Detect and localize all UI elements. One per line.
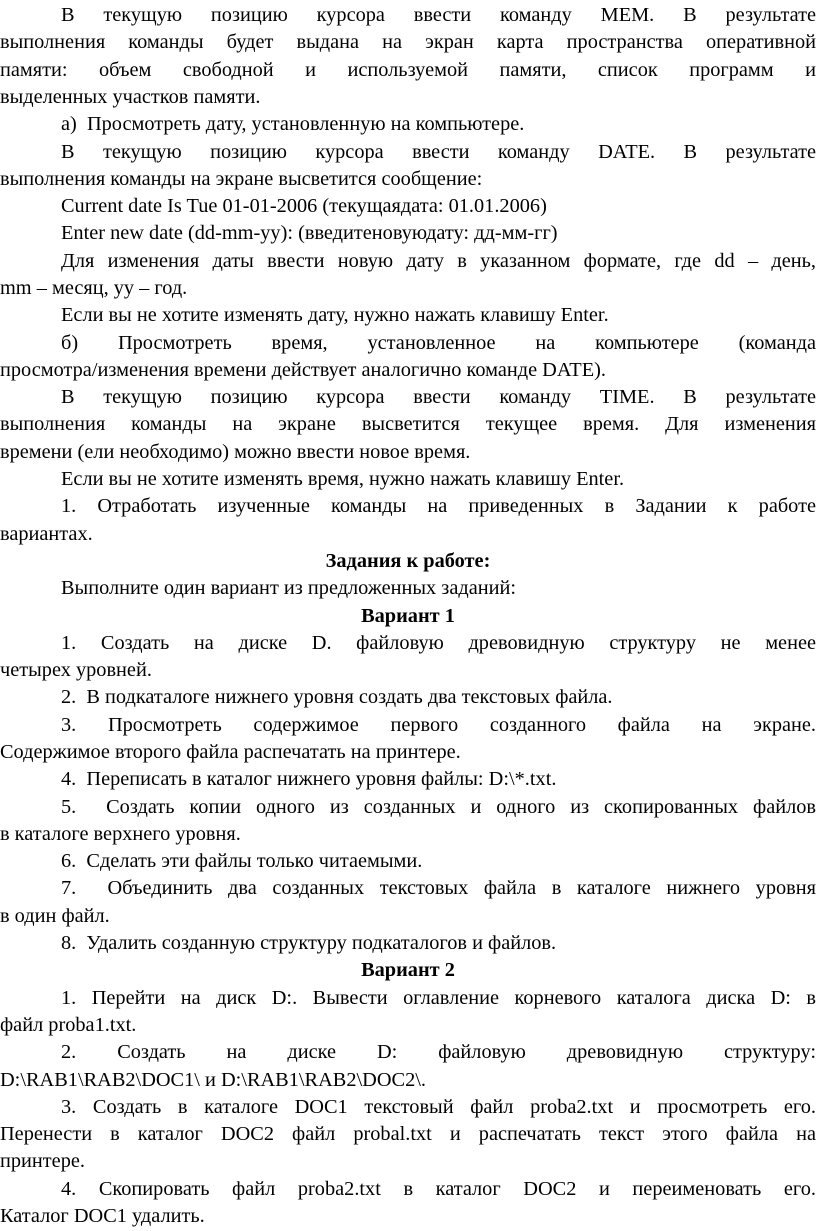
variant-1-task-line: 1. Создать на диске D. файловую древовидную структуру не менее (61, 631, 816, 654)
variant-2-task-line: 2. Создать на диске D: файловую древовидную структуру: (61, 1041, 816, 1064)
variant-1-task-line: 6. Сделать эти файлы только читаемыми. (61, 850, 423, 873)
paragraph-date-line: В текущую позицию курсора ввести команду DATE. В результате (61, 140, 816, 163)
paragraph-date-line: выполнения команды на экране высветится сообщение: (0, 167, 483, 190)
variant-1-heading: Вариант 1 (361, 604, 455, 627)
paragraph-mem-line: В текущую позицию курсора ввести команду MEM. В результате (61, 4, 816, 26)
paragraph-time-line: времени (ели необходимо) можно ввести новое время. (0, 440, 471, 463)
tasks-intro: Выполните один вариант из предложенных заданий: (61, 577, 517, 600)
tasks-heading: Задания к работе: (325, 549, 491, 572)
item-b-heading-line: б) Просмотреть время, установленное на компьютере (команда (61, 331, 816, 354)
variant-1-task-line: четырех уровней. (0, 659, 152, 682)
variant-1-task-line: 7. Объединить два созданных текстовых файла в каталоге нижнего уровня (61, 877, 816, 900)
paragraph-date-enter: Если вы не хотите изменять дату, нужно нажать клавишу Enter. (61, 304, 609, 327)
variant-1-task-line: в каталоге верхнего уровня. (0, 822, 241, 845)
item-a-heading: а) Просмотреть дату, установленную на компьютере. (61, 113, 525, 136)
variant-2-task-line: D:\RAB1\RAB2\DOC1\ и D:\RAB1\RAB2\DOC2\. (0, 1068, 426, 1091)
paragraph-mem-line: выделенных участков памяти. (0, 85, 261, 108)
paragraph-time-line: выполнения команды на экране высветится текущее время. Для изменения (0, 413, 816, 436)
variant-2-task-line: 3. Создать в каталоге DOC1 текстовый файл proba2.txt и просмотреть его. (61, 1095, 816, 1118)
paragraph-date-format-line: Для изменения даты ввести новую дату в указанном формате, где dd – день, (61, 249, 816, 272)
variant-1-task-line: в один файл. (0, 904, 110, 927)
variant-2-task-line: 4. Скопировать файл proba2.txt в каталог DOC2 и переименовать его. (61, 1177, 816, 1200)
paragraph-mem-line: выполнения команды будет выдана на экран карта пространства оперативной (0, 31, 816, 54)
paragraph-practice-line: вариантах. (0, 522, 93, 545)
variant-1-task-line: 2. В подкаталоге нижнего уровня создать два текстовых файла. (61, 686, 613, 709)
variant-1-task-line: 5. Создать копии одного из созданных и одного из скопированных файлов (61, 795, 816, 818)
variant-1-task-line: 8. Удалить созданную структуру подкаталогов и файлов. (61, 932, 557, 954)
variant-2-task-line: Перенести в каталог DOC2 файл probal.txt и распечатать текст этого файла на (0, 1123, 816, 1146)
paragraph-time-enter: Если вы не хотите изменять время, нужно нажать клавишу Enter. (61, 468, 625, 490)
variant-1-task-line: 4. Переписать в каталог нижнего уровня файлы: D:\*.txt. (61, 768, 557, 791)
paragraph-time-line: В текущую позицию курсора ввести команду TIME. В результате (61, 386, 816, 409)
item-b-heading-line: просмотра/изменения времени действует аналогично команде DATE). (0, 358, 606, 381)
variant-1-task-line: Содержимое второго файла распечатать на принтере. (0, 740, 461, 763)
paragraph-mem-line: памяти: объем свободной и используемой памяти, список программ и (0, 58, 816, 81)
variant-2-task-line: файл proba1.txt. (0, 1013, 137, 1036)
variant-2-task-line: Каталог DOC1 удалить. (0, 1204, 205, 1227)
variant-2-task-line: принтере. (0, 1150, 85, 1173)
paragraph-date-format-line: mm – месяц, yy – год. (0, 276, 188, 299)
variant-2-task-line: 1. Перейти на диск D:. Вывести оглавление корневого каталога диска D: в (61, 986, 816, 1009)
variant-2-heading: Вариант 2 (361, 959, 455, 982)
date-message-line: Enter new date (dd-mm-yy): (введитеновуюдату: дд-мм-гг) (61, 222, 558, 245)
variant-1-task-line: 3. Просмотреть содержимое первого созданного файла на экране. (61, 713, 816, 736)
date-message-line: Current date Is Tue 01-01-2006 (текущаядата: 01.01.2006) (61, 195, 547, 218)
paragraph-practice-line: 1. Отработать изученные команды на приведенных в Задании к работе (61, 495, 816, 518)
